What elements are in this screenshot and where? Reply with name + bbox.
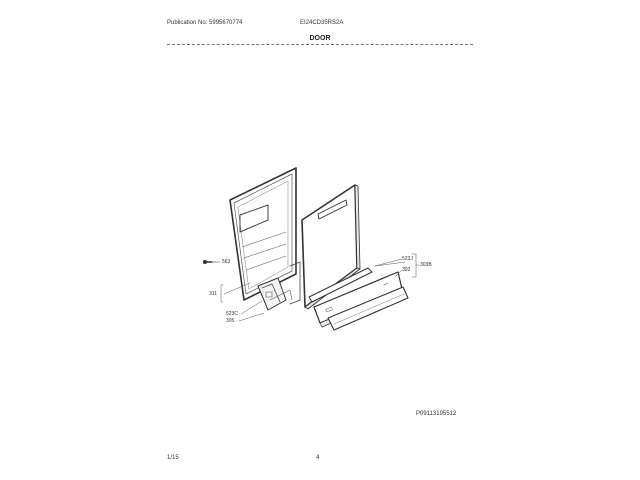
bracket-311 bbox=[221, 285, 223, 302]
model-number: EI24CD35RS2A bbox=[300, 20, 344, 26]
leader-523j bbox=[375, 259, 402, 266]
callout-311: 311 bbox=[209, 291, 217, 297]
section-title: DOOR bbox=[309, 35, 331, 42]
callout-303: 303 bbox=[402, 267, 411, 273]
page-number: 4 bbox=[316, 455, 320, 461]
page-of: 1/15 bbox=[167, 455, 179, 461]
callout-523c: 523C bbox=[226, 311, 238, 317]
publication-number: Publication No: 5995670774 bbox=[167, 20, 243, 26]
leader-305 bbox=[239, 313, 264, 321]
callout-305: 305 bbox=[226, 318, 235, 324]
callout-563: 563 bbox=[222, 259, 231, 265]
leader-523c bbox=[241, 301, 262, 314]
callout-303b: 303B bbox=[420, 262, 432, 268]
callout-523j: 523J bbox=[402, 256, 413, 262]
inner-door-panel bbox=[230, 168, 300, 310]
image-code: P09113195512 bbox=[416, 411, 457, 417]
